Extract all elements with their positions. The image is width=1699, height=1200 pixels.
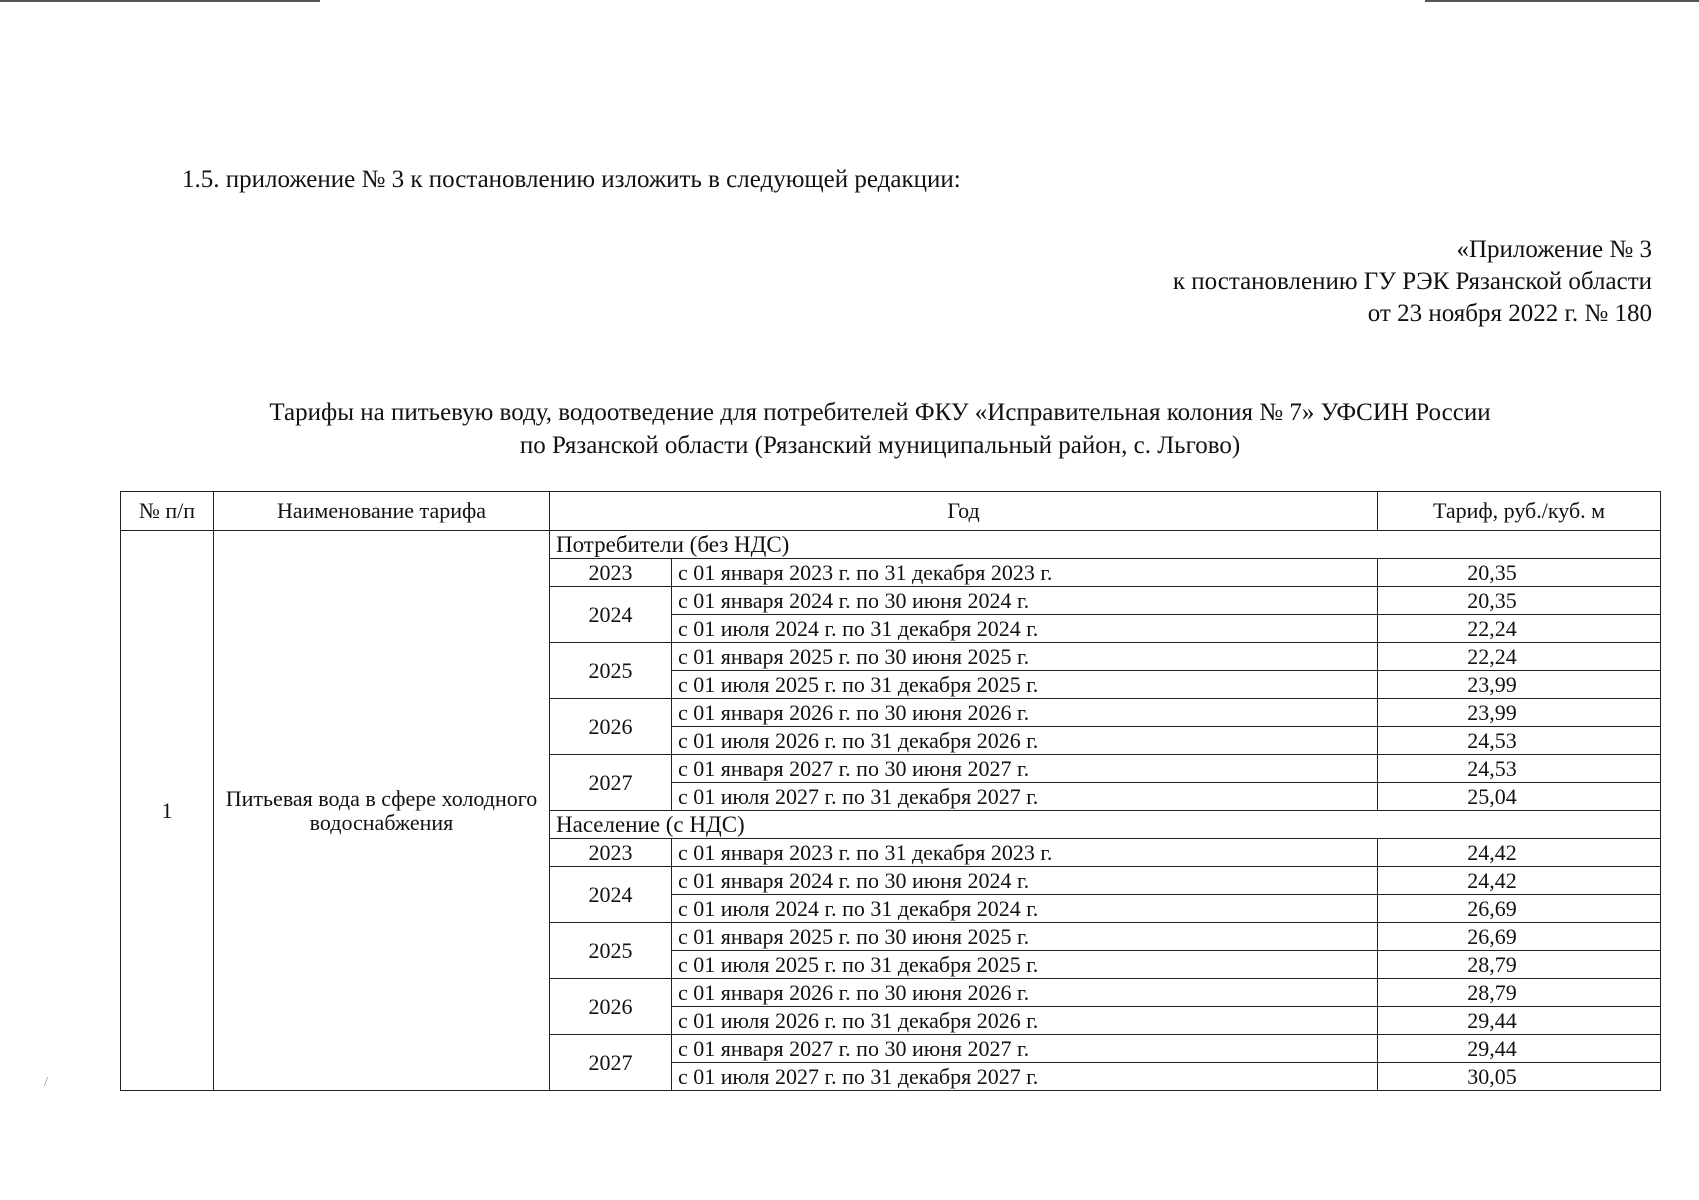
year-cell: 2027 [550,1035,672,1091]
appendix-line-1: «Приложение № 3 [1456,236,1652,263]
tariff-value-cell: 26,69 [1378,923,1661,951]
tariff-table [120,491,1661,1091]
table-header-row [121,492,1661,531]
year-cell: 2023 [550,559,672,587]
tariff-value-cell: 22,24 [1378,615,1661,643]
tariff-value-cell: 29,44 [1378,1007,1661,1035]
tariff-name-cell: Питьевая вода в сфере холодного водоснабжения [214,531,550,1091]
tariff-value-cell: 30,05 [1378,1063,1661,1091]
tariff-value-cell: 20,35 [1378,559,1661,587]
period-cell: с 01 января 2025 г. по 30 июня 2025 г. [672,643,1378,671]
period-cell: с 01 января 2024 г. по 30 июня 2024 г. [672,587,1378,615]
appendix-reference [1173,234,1652,330]
tariff-value-cell: 26,69 [1378,895,1661,923]
intro-paragraph: 1.5. приложение № 3 к постановлению изложить в следующей редакции: [182,166,961,193]
period-cell: с 01 июля 2027 г. по 31 декабря 2027 г. [672,783,1378,811]
period-cell: с 01 января 2023 г. по 31 декабря 2023 г. [672,839,1378,867]
scan-edge-line-right [1425,0,1699,2]
period-cell: с 01 июля 2026 г. по 31 декабря 2026 г. [672,1007,1378,1035]
scan-mark: / [44,1075,48,1090]
tariff-value-cell: 23,99 [1378,671,1661,699]
appendix-line-3: от 23 ноября 2022 г. № 180 [1367,300,1652,327]
year-cell: 2026 [550,699,672,755]
header-number: № п/п [121,492,214,531]
year-cell: 2027 [550,755,672,811]
period-cell: с 01 января 2026 г. по 30 июня 2026 г. [672,979,1378,1007]
tariff-value-cell: 24,42 [1378,867,1661,895]
year-cell: 2023 [550,839,672,867]
period-cell: с 01 июля 2025 г. по 31 декабря 2025 г. [672,671,1378,699]
period-cell: с 01 января 2026 г. по 30 июня 2026 г. [672,699,1378,727]
section-row [121,531,1661,559]
appendix-line-2: к постановлению ГУ РЭК Рязанской области [1172,268,1652,295]
header-tariff-name: Наименование тарифа [214,492,550,531]
title-line-2: по Рязанской области (Рязанский муниципальный район, с. Льгово) [519,432,1241,459]
period-cell: с 01 июля 2026 г. по 31 декабря 2026 г. [672,727,1378,755]
header-year: Год [550,492,1378,531]
tariff-value-cell: 28,79 [1378,979,1661,1007]
tariff-value-cell: 24,53 [1378,727,1661,755]
header-tariff-value: Тариф, руб./куб. м [1378,492,1661,531]
section-title: Потребители (без НДС) [550,531,1661,559]
tariff-value-cell: 23,99 [1378,699,1661,727]
tariff-value-cell: 24,42 [1378,839,1661,867]
period-cell: с 01 января 2024 г. по 30 июня 2024 г. [672,867,1378,895]
tariff-value-cell: 22,24 [1378,643,1661,671]
year-cell: 2025 [550,923,672,979]
tariff-value-cell: 24,53 [1378,755,1661,783]
period-cell: с 01 января 2025 г. по 30 июня 2025 г. [672,923,1378,951]
period-cell: с 01 июля 2024 г. по 31 декабря 2024 г. [672,895,1378,923]
title-line-1: Тарифы на питьевую воду, водоотведение для потребителей ФКУ «Исправительная колония № 7» УФСИН России [269,399,1491,426]
section-title: Население (с НДС) [550,811,1661,839]
tariff-value-cell: 25,04 [1378,783,1661,811]
tariff-value-cell: 28,79 [1378,951,1661,979]
scan-edge-line-left [0,0,320,2]
period-cell: с 01 января 2023 г. по 31 декабря 2023 г. [672,559,1378,587]
row-number: 1 [121,531,214,1091]
document-title [80,396,1680,462]
year-cell: 2024 [550,867,672,923]
period-cell: с 01 июля 2027 г. по 31 декабря 2027 г. [672,1063,1378,1091]
period-cell: с 01 июля 2025 г. по 31 декабря 2025 г. [672,951,1378,979]
year-cell: 2025 [550,643,672,699]
period-cell: с 01 июля 2024 г. по 31 декабря 2024 г. [672,615,1378,643]
period-cell: с 01 января 2027 г. по 30 июня 2027 г. [672,755,1378,783]
tariff-value-cell: 20,35 [1378,587,1661,615]
year-cell: 2024 [550,587,672,643]
table-body [121,531,1661,1091]
year-cell: 2026 [550,979,672,1035]
tariff-value-cell: 29,44 [1378,1035,1661,1063]
period-cell: с 01 января 2027 г. по 30 июня 2027 г. [672,1035,1378,1063]
